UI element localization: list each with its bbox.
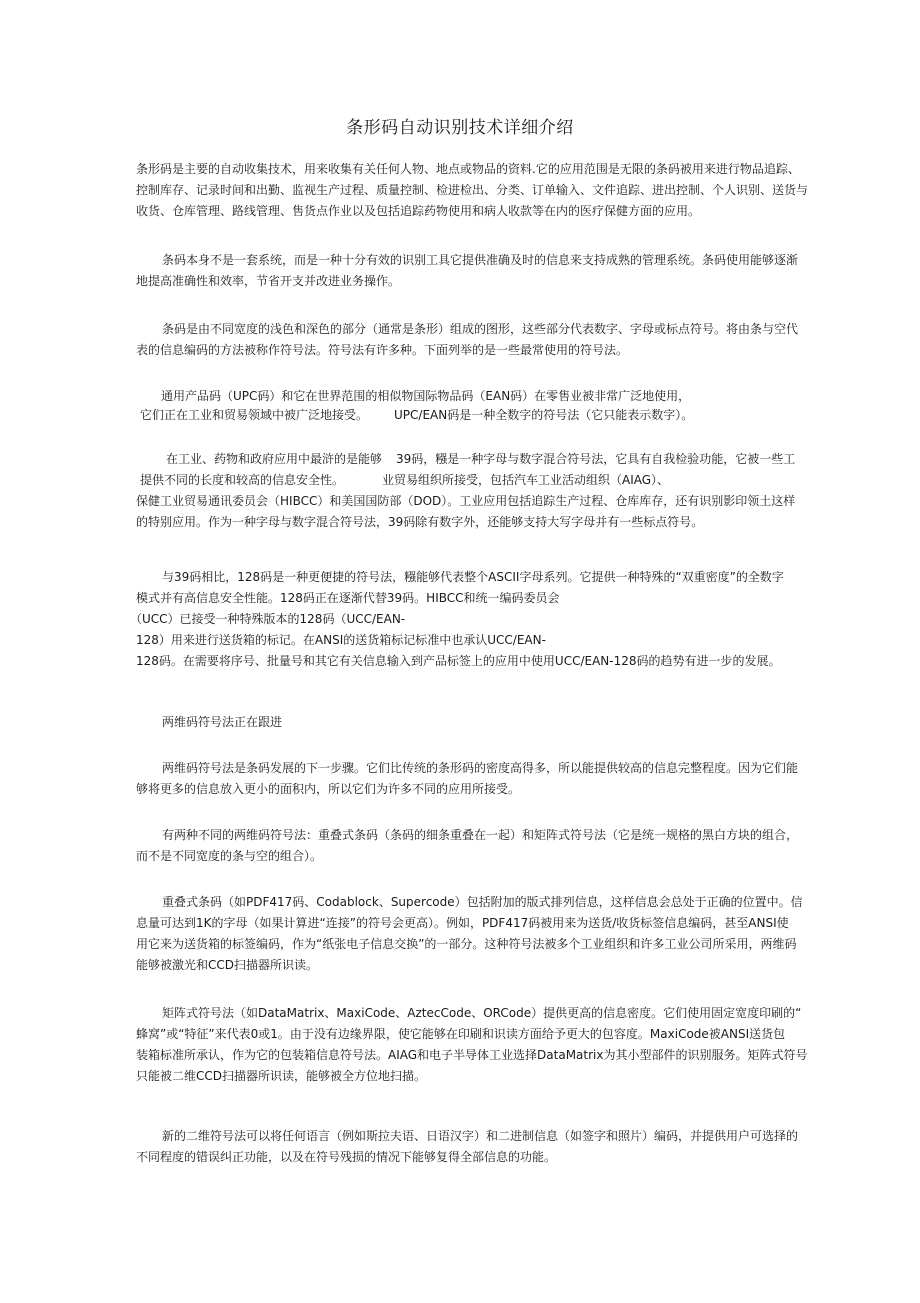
text-line: 够将更多的信息放入更小的面积内，所以它们为许多不同的应用所接受。 bbox=[136, 782, 521, 796]
text-line bbox=[136, 406, 786, 425]
text-line: 而不是不同宽度的条与空的组合）。 bbox=[136, 849, 323, 863]
text-line: （UCC）已接受一种特殊版本的128码（UCC/EAN- bbox=[130, 612, 406, 626]
text-line: 表的信息编码的方法被称作符号法。符号法有许多种。下面列举的是一些最常使用的符号法。 bbox=[136, 343, 629, 357]
paragraph-7 bbox=[136, 758, 799, 800]
text-span: 在工业、药物和政府应用中最浒的是能够 bbox=[166, 452, 383, 466]
text-span: 它们正在工业和贸易领域中被广泛地接受。 bbox=[140, 408, 369, 422]
text-line: 128码。在需要将序号、批量号和其它有关信息输入到产品标签上的应用中使用UCC/EAN-128码的趋势有进一步的发展。 bbox=[136, 654, 781, 668]
text-span: UPC/EAN码是一种全数字的符号法（它只能表示数字）。 bbox=[394, 408, 694, 422]
text-line: 的特别应用。作为一种字母与数字混合符号法，39码除有数字外，还能够支持大写字母并有一些标点符号。 bbox=[136, 515, 704, 529]
text-line: 只能被二维CCD扫描器所识读，能够被全方位地扫描。 bbox=[136, 1069, 427, 1083]
text-line: 矩阵式符号法（如DataMatrix、MaxiCode、AztecCode、ORCode）提供更高的信息密度。它们使用固定宽度印刷的“ bbox=[162, 1006, 802, 1020]
paragraph-2 bbox=[136, 250, 799, 292]
paragraph-5 bbox=[136, 449, 796, 533]
paragraph-1 bbox=[136, 159, 809, 222]
paragraph-8 bbox=[136, 825, 799, 867]
text-line: 蜂窝”或“特征”来代表0或1。由于没有边缘界限，使它能够在印刷和识读方面给予更大的包容度。MaxiCode被ANSI送货包 bbox=[136, 1027, 786, 1041]
text-span: 39码，糨是一种字母与数字混合符号法，它具有自我检验功能，它被一些工 bbox=[396, 452, 796, 466]
text-line bbox=[136, 449, 796, 470]
paragraph-3 bbox=[136, 319, 799, 361]
text-span: 提供不同的长度和较高的信息安全性。 bbox=[140, 473, 345, 487]
text-line: 条码本身不是一套系统，而是一种十分有效的识别工具它提供准确及时的信息来支持成熟的管理系统。条码使用能够逐渐 bbox=[162, 253, 799, 267]
text-line: 能够被激光和CCD扫描器所识读。 bbox=[136, 958, 318, 972]
paragraph-9 bbox=[136, 892, 803, 976]
paragraph-4 bbox=[136, 387, 786, 425]
text-line: 装箱标准所承认，作为它的包装箱信息符号法。AIAG和电子半导体工业选择DataMatrix为其小型部件的识别服务。矩阵式符号 bbox=[136, 1048, 808, 1062]
text-line: 收货、仓库管理、路线管理、售货点作业以及包括追踪药物使用和病人收款等在内的医疗保健方面的应用。 bbox=[136, 204, 701, 218]
text-line: 与39码相比，128码是一种更便捷的符号法，糨能够代表整个ASCII字母系列。它提供一种特殊的“双重密度”的全数字 bbox=[162, 570, 784, 584]
text-line: 息量可达到1K的字母（如果计算进“连接”的符号会更高）。例如，PDF417码被用来为送货/收货标签信息编码，甚至ANSI使 bbox=[136, 916, 789, 930]
paragraph-6 bbox=[130, 567, 786, 672]
text-line: 保健工业贸易通讯委员会（HIBCC）和美国国防部（DOD）。工业应用包括追踪生产过程、仓库库存，还有识别影印领土这样 bbox=[136, 494, 796, 508]
page-title: 条形码自动识别技术详细介绍 bbox=[346, 118, 574, 138]
section-heading bbox=[136, 712, 786, 733]
text-line: 条形码是主要的自动收集技术，用来收集有关任何人物、地点或物品的资料.它的应用范围是无限的条码被用来进行物品追踪、 bbox=[136, 162, 800, 176]
text-line bbox=[136, 470, 786, 491]
text-line: 不同程度的错误纠正功能，以及在符号残损的情况下能够复得全部信息的功能。 bbox=[136, 1150, 557, 1164]
text-line: 控制库存、记录时间和出勤、监视生产过程、质量控制、检进检出、分类、订单输入、文件追踪、进出控制、个人识别、送货与 bbox=[136, 183, 809, 197]
text-line: 地提高准确性和效率，节省开支并改进业务操作。 bbox=[136, 274, 401, 288]
text-line: 重叠式条码（如PDF417码、Codablock、Supercode）包括附加的版式排列信息，这样信息会总处于正确的位置中。信 bbox=[162, 895, 803, 909]
text-line: 两维码符号法是条码发展的下一步骤。它们比传统的条形码的密度高得多，所以能提供较高的信息完整程度。因为它们能 bbox=[162, 761, 799, 775]
text-line: 条码是由不同宽度的浅色和深色的部分（通常是条形）组成的图形，这些部分代表数字、字母或标点符号。将由条与空代 bbox=[162, 322, 799, 336]
text-line: 模式并有高信息安全性能。128码正在逐渐代替39码。HIBCC和统一编码委员会 bbox=[136, 591, 560, 605]
text-line: 通用产品码（UPC码）和它在世界范围的相似物国际物品码（EAN码）在零售业被非常广泛地使用， bbox=[161, 389, 691, 403]
heading-text: 两维码符号法正在跟进 bbox=[162, 715, 283, 729]
text-span: 业贸易组织所接受，包括汽车工业活动组织（AIAG）、 bbox=[382, 473, 670, 487]
text-line: 新的二维符号法可以将任何语言（例如斯拉夫语、日语汉字）和二进制信息（如签字和照片）编码，并提供用户可选择的 bbox=[162, 1129, 799, 1143]
text-line: 128）用来进行送货箱的标记。在ANSI的送货箱标记标准中也承认UCC/EAN- bbox=[136, 633, 546, 647]
paragraph-11 bbox=[136, 1126, 799, 1168]
text-line: 用它来为送货箱的标签编码，作为“纸张电子信息交换”的一部分。这种符号法被多个工业组织和许多工业公司所采用，两维码 bbox=[136, 937, 797, 951]
text-line: 有两种不同的两维码符号法：重叠式条码（条码的细条重叠在一起）和矩阵式符号法（它是统一规格的黑白方块的组合， bbox=[162, 828, 799, 842]
paragraph-10 bbox=[136, 1003, 808, 1087]
